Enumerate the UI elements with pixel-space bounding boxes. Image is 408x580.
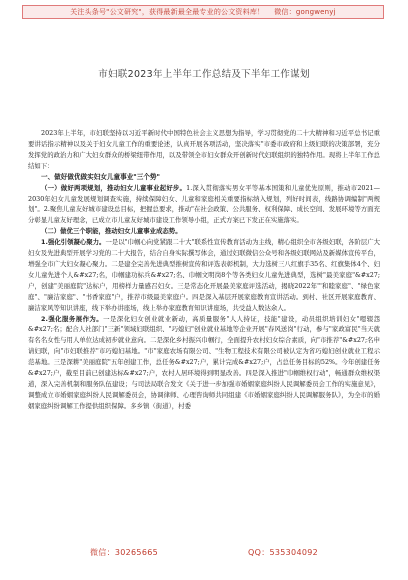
paragraph-lead: （一）做好两项规划，推动妇女儿童事业起好步。 — [41, 183, 187, 192]
promo-banner[interactable] — [22, 5, 384, 19]
paragraph-text: 一是深化妇女创业就业新动，高质量服务"人人持证，技能"建设，动员组织培训妇女"嗯辍怨&#x27;名；配合人社部门"三新"领域妇联组织、"巧媳妇"创业就业基地等企业开展"春风送岗"行动，参与"家政富民"当天就有名名女性与用人单位达成初步就业意向。二是深化乡村振兴巾帼行，全面提升农村妇女综合素质，向"市推荐"&#x27;名申请妇联，向"市妇联推荐"市巧媳妇基地。"市"家庭农场有限公司、"生物工程技术有限公司被认定为省巧媳妇创业就业工程示范基地。三是深耕"美丽庭院"五年创建工作，总任务&#x27;户，累计完成&#x27;户，占总任务目标的52%。今年创建任务&#x27;户，截至目前已创建达标&#x27;户，农村人居环境得到明显改善。四是深入推进"巾帼维权行动"，畅通群众维权渠道，深入完善机制和服务队伍建设；与司法局联合发文《关于进一步加强市婚姻家庭纠纷人民调解委员会工作的实施意见》，调整成立市婚姻家庭纠纷人民调解委员会，协调律师、心理咨询师共同组建《市婚姻家庭纠纷人民调解服务队》，为全市的婚姻家庭纠纷调解工作提供组织保障。多乡镇（街道），村委 — [28, 314, 381, 410]
paragraph-text: 1.深入贯彻落实男女平等基本国策和儿童优先原则，推动市2021—2030年妇女儿童发展规划调查实施，持续保障妇女、儿童和家庭相关重要指标纳入规划，列好时间表，线路协调编制"两规划"。2.聚焦儿童友好城市建设总目标，把握总要求，推动"在社会政策、公共服务、权利保障、成长空间、发展环境等方面充分彰显儿童友好理念，已成立市儿童友好城市建设工作领导小组，正式方案已下发正在实施落实。 — [28, 183, 380, 225]
heading-text: 一、做好做优做实妇女儿童事业"三个势" — [41, 172, 160, 181]
subsection-paragraph — [28, 183, 380, 227]
body-paragraph — [28, 128, 380, 172]
subsection-paragraph — [28, 226, 380, 237]
paragraph-lead: 2.强化服务展作为。 — [41, 314, 104, 323]
body-paragraph — [28, 237, 380, 313]
paragraph-lead: （二）做优三个职能，推动妇女儿童事业成态势。 — [41, 227, 182, 236]
footer-wechat: 微信：30265665 — [89, 548, 158, 557]
paragraph-text: 一是以"巾帼心向党紧跟二十大"联系性宣传教育活动为主线，精心组织全市各级妇联，各阶层广大妇女及先进典型开展学习党的二十大报告，结合自身实际撰写体会，通过妇联微信公众号和各级妇联网站及新媒体宣传平台，增强全市广大妇女凝心聚力。二是建全完善先进典型推树宣传和评选表彰机制，大力选树三八红旗手35名、红旗集体4个、妇女儿童先进个人&#x27;名，巾帼建功标兵&#x27;名、巾帼文明岗8个等各类妇女儿童先进典型，选树"最美家庭"&#x27;户，创建"美丽庭院"达标户，用榜样力量感召妇女。三是常态化开展最美家庭评选活动，揭晓2022年"'和睦家庭"、"绿色家庭"、"廉洁家庭"、"书香家庭"户，推荐市级最美家庭户。四是深入基层开展家庭教育宣讲活动。到村、社区开展家庭教育、廉洁家风等知识讲座，线下举办讲座场，线上举办家庭教育知识讲座场，共受益人数达余人。 — [28, 238, 380, 312]
body-paragraph — [28, 314, 380, 412]
contact-footer — [0, 547, 408, 559]
banner-text: 关注头条号"公文研究"，获得最新最全最专业的公文资料库！ — [70, 8, 265, 16]
document-title: 市妇联2023年上半年工作总结及下半年工作谋划 — [98, 69, 310, 80]
paragraph-text: 2023年上半年，市妇联坚持以习近平新时代中国特色社会主义思想为指导，学习贯彻党的二十大精神和习近平总书记重要讲话指示精神以及关于妇女儿童工作的重要论述，认真开展各项活动，坚决落实"市委市政府和上级妇联的决策部署，充分发挥党的政治力和广大妇女群众的桥梁纽带作用，以及带领全市妇女群众开创新时代妇联组织的独特作用。现将上半年工作总结如下： — [28, 129, 380, 170]
footer-qq: QQ：535304092 — [248, 548, 319, 557]
document-body — [28, 128, 380, 412]
section-heading — [28, 172, 380, 183]
banner-wechat: 微信：gongwenyj — [274, 8, 336, 16]
paragraph-lead: 1.强化引领凝心聚力。 — [41, 238, 106, 247]
